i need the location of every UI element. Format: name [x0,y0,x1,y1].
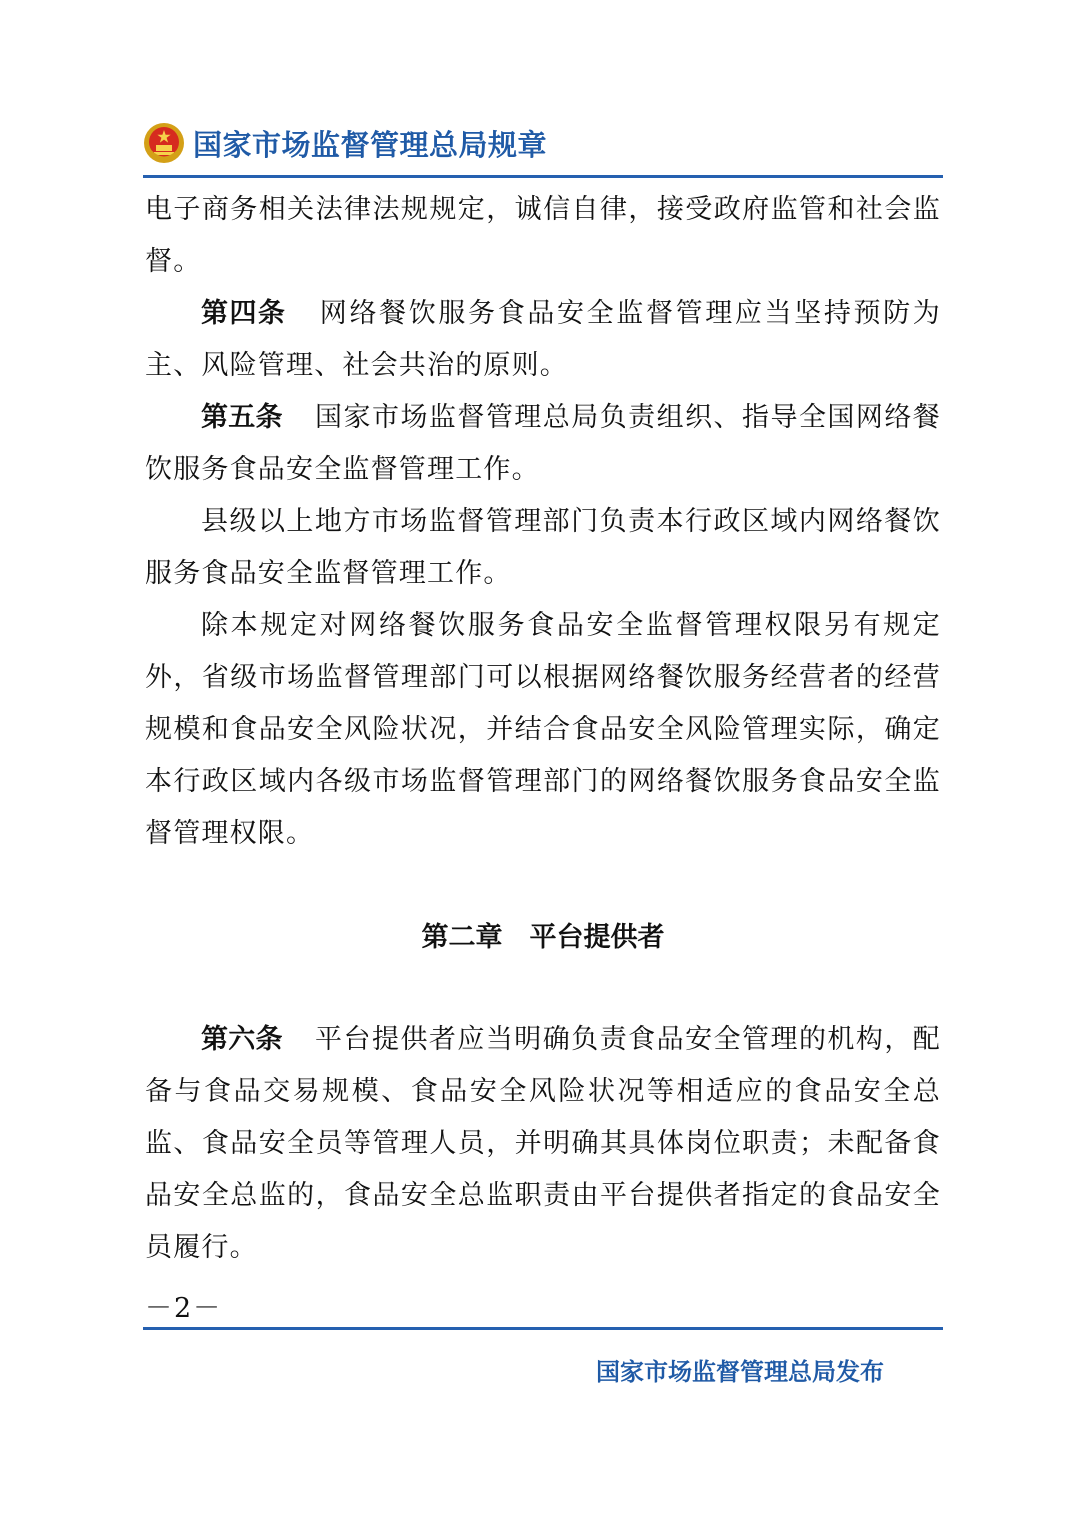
paragraph [145,496,941,600]
paragraph-text: 除本规定对网络餐饮服务食品安全监督管理权限另有规定外，省级市场监督管理部门可以根据网络餐饮服务经营者的经营规模和食品安全风险状况，并结合食品安全风险管理实际，确定本行政区域内各级市场监督管理部门的网络餐饮服务食品安全监督管理权限。 [145,610,941,849]
paragraph-text: 电子商务相关法律法规规定，诚信自律，接受政府监管和社会监督。 [145,194,941,277]
paragraph-text: 国家市场监督管理总局负责组织、指导全国网络餐饮服务食品安全监督管理工作。 [145,402,941,485]
national-emblem-icon [143,122,185,164]
header-title: 国家市场监督管理总局规章 [193,127,548,162]
header-divider [143,175,943,178]
chapter-heading: 第二章 平台提供者 [421,922,665,953]
paragraph-text: 县级以上地方市场监督管理部门负责本行政区域内网络餐饮服务食品安全监督管理工作。 [145,506,941,589]
article-paragraph [145,1014,941,1274]
article-paragraph [145,288,941,392]
document-body [145,184,941,1274]
page-number: －2－ [145,1293,223,1324]
paragraph-text: 平台提供者应当明确负责食品安全管理的机构，配备与食品交易规模、食品安全风险状况等相适应的食品安全总监、食品安全员等管理人员，并明确其具体岗位职责；未配备食品安全总监的，食品安全总监职责由平台提供者指定的食品安全员履行。 [145,1024,941,1263]
document-header [143,118,547,168]
article-paragraph [145,392,941,496]
article-number: 第五条 [201,402,283,433]
article-number: 第四条 [201,298,287,329]
article-number: 第六条 [201,1024,283,1055]
paragraph-text: 网络餐饮服务食品安全监督管理应当坚持预防为主、风险管理、社会共治的原则。 [145,298,942,381]
paragraph [145,600,941,860]
footer-publisher: 国家市场监督管理总局发布 [596,1358,884,1386]
paragraph [145,184,941,288]
footer-divider [143,1327,943,1330]
